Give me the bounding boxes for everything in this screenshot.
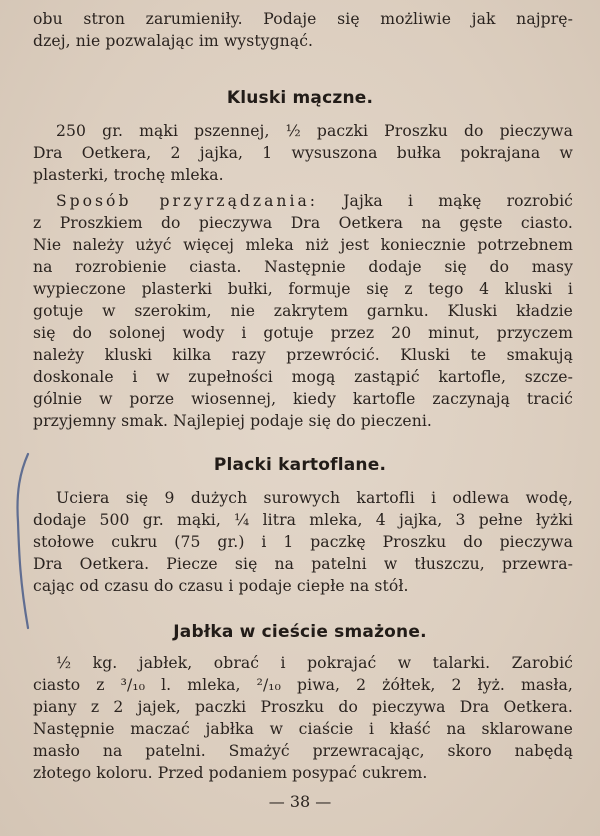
text-line: gólnie w porze wiosennej, kiedy kartofle zaczynają tracić [33,390,573,408]
page-number: — 38 — [268,792,332,811]
method-first-text: Jajka i mąkę rozrobić [343,192,574,210]
text-line: dodaje 500 gr. mąki, ¼ litra mleka, 4 jajka, 3 pełne łyżki [33,511,573,529]
text-line: gotuje w szerokim, nie zakrytem garnku. Kluski kładzie [33,302,573,320]
text-line: się do solonej wody i gotuje przez 20 minut, przyczem [33,324,573,342]
text-line: Dra Oetkera. Piecze się na patelni w tłuszczu, przewra- [33,555,573,573]
text-line: na rozrobienie ciasta. Następnie dodaje się do masy [33,258,573,276]
text-line: piany z 2 jajek, paczki Proszku do pieczywa Dra Oetkera. [33,698,573,716]
text-line: złotego koloru. Przed podaniem posypać cukrem. [33,764,428,782]
text-line: przyjemny smak. Najlepiej podaje się do pieczeni. [33,412,432,430]
pencil-mark-icon [6,452,36,632]
text-line: plasterki, trochę mleka. [33,166,224,184]
section-title: Jabłka w cieście smażone. [173,622,427,642]
text-line: masło na patelni. Smażyć przewracając, skoro nabędą [33,742,573,760]
method-label: Sposób przyrządzania: [56,192,319,210]
text-line: należy kluski kilka razy przewrócić. Kluski te smakują [33,346,573,364]
text-line: Nie należy użyć więcej mleka niż jest koniecznie potrzebnem [33,236,573,254]
section-title: Placki kartoflane. [213,455,387,475]
text-line: Następnie maczać jabłka w ciaście i kłaść na sklarowane [33,720,573,738]
text-line: Dra Oetkera, 2 jajka, 1 wysuszona bułka pokrajana w [33,144,573,162]
text-line: dzej, nie pozwalając im wystygnąć. [33,32,314,50]
text-line: 250 gr. mąki pszennej, ½ paczki Proszku do pieczywa [56,122,573,140]
text-line: Uciera się 9 dużych surowych kartofli i odlewa wodę, [56,489,573,507]
section-title: Kluski mączne. [226,88,374,108]
text-line: stołowe cukru (75 gr.) i 1 paczkę Proszku do pieczywa [33,533,573,551]
text-line: wypieczone plasterki bułki, formuje się z tego 4 kluski i [33,280,573,298]
method-first-line [56,190,573,212]
text-line: obu stron zarumieniły. Podaje się możliwie jak najprę- [33,10,573,28]
text-line: cając od czasu do czasu i podaje ciepłe na stół. [33,577,409,595]
text-line: ciasto z ³/₁₀ l. mleka, ²/₁₀ piwa, 2 żółtek, 2 łyż. masła, [33,676,573,694]
text-line: doskonale i w zupełności mogą zastąpić kartofle, szcze- [33,368,573,386]
text-line: z Proszkiem do pieczywa Dra Oetkera na gęste ciasto. [33,214,573,232]
text-line: ½ kg. jabłek, obrać i pokrajać w talarki. Zarobić [56,654,573,672]
